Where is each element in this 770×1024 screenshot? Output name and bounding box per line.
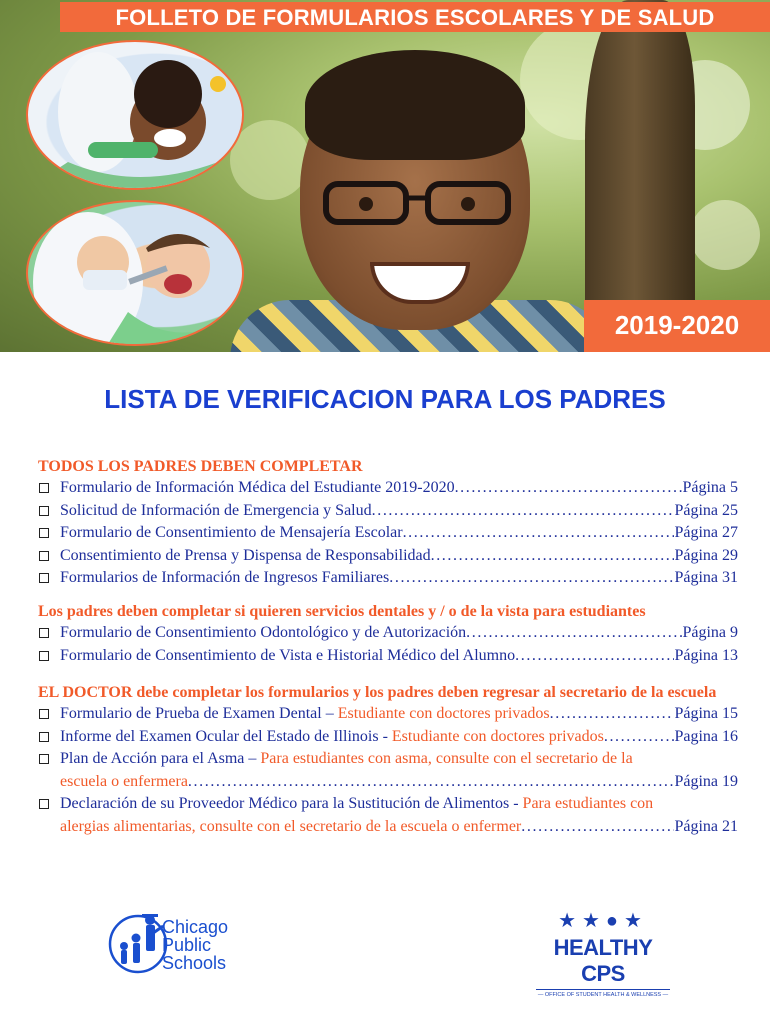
page-ref: Página 25 (674, 501, 738, 519)
checklist-item[interactable]: Plan de Acción para el Asma – Para estudiantes con asma, consulte con el secretario de la escuela o enfermera . . . Página 19 (38, 748, 738, 793)
page-ref: Página 13 (674, 646, 738, 664)
hero-photo (0, 0, 770, 352)
checklist-item[interactable]: Consentimiento de Prensa y Dispensa de Responsabilidad . . . Página 29 (38, 545, 738, 568)
checkbox[interactable] (39, 651, 49, 661)
section-heading: EL DOCTOR debe completar los formularios y los padres deben regresar al secretario de la escuela (38, 684, 717, 701)
stars-icon: ★★●★ (558, 910, 648, 932)
page-ref: Página 15 (674, 705, 738, 722)
page-ref: Página 9 (682, 624, 738, 641)
glasses (322, 178, 512, 228)
year-badge (584, 300, 770, 352)
checklist-item[interactable]: Formularios de Información de Ingresos Familiares . . . Página 31 (38, 567, 738, 590)
year-text: 2019-2020 (614, 310, 740, 340)
section-heading: TODOS LOS PADRES DEBEN COMPLETAR (38, 458, 363, 475)
page-ref: Página 29 (674, 546, 738, 564)
section-all-parents (38, 456, 738, 590)
healthy-cps-name: HEALTHY CPS (553, 935, 653, 986)
section-heading: Los padres deben completar si quieren servicios dentales y / o de la vista para estudiantes (38, 603, 646, 620)
dental-photo-girl (26, 40, 244, 190)
checklist-item[interactable]: Formulario de Información Médica del Estudiante 2019-2020 . . . Página 5 (38, 477, 738, 500)
checkbox[interactable] (39, 754, 49, 764)
section-doctor (38, 682, 738, 838)
checkbox[interactable] (39, 799, 49, 809)
checkbox[interactable] (39, 628, 49, 638)
checklist-item[interactable]: Solicitud de Información de Emergencia y Salud . . . Página 25 (38, 500, 738, 523)
checkbox[interactable] (39, 551, 49, 561)
boy-hair (305, 50, 525, 160)
checkbox[interactable] (39, 732, 49, 742)
page-title: LISTA DE VERIFICACION PARA LOS PADRES (104, 384, 666, 414)
checklist-item[interactable]: Formulario de Consentimiento Odontológico y de Autorización . . . Página 9 (38, 622, 738, 645)
page-ref: Página 31 (674, 569, 738, 586)
checklist-item[interactable]: Informe del Examen Ocular del Estado de Illinois - Estudiante con doctores privados . . . Pagina 16 (38, 726, 738, 749)
checklist-item[interactable]: Formulario de Consentimiento de Vista e Historial Médico del Alumno . . . Página 13 (38, 645, 738, 668)
cps-logo-text: Chicago Public Schools (162, 917, 229, 973)
checkbox[interactable] (39, 483, 49, 493)
healthy-cps-logo (536, 908, 670, 998)
dental-photo-boy (26, 200, 244, 346)
checkbox[interactable] (39, 573, 49, 583)
page-ref: Página 5 (682, 479, 738, 496)
banner-title: FOLLETO DE FORMULARIOS ESCOLARES Y DE SALUD (115, 5, 715, 30)
checklist-item[interactable]: Formulario de Consentimiento de Mensajería Escolar . . . Página 27 (38, 522, 738, 545)
checkbox[interactable] (39, 506, 49, 516)
checklist-item[interactable]: Formulario de Prueba de Examen Dental – Estudiante con doctores privados . . . Página 15 (38, 703, 738, 726)
page-ref: Página 27 (674, 524, 738, 541)
page-ref: Página 19 (674, 772, 738, 790)
checklist-item[interactable]: Declaración de su Proveedor Médico para la Sustitución de Alimentos - Para estudiantes con alergias alimentarias, consulte con el secretario de la escuela o enfermer . . . Página 21 (38, 793, 738, 838)
section-dental-vision (38, 601, 738, 667)
page-ref: Pagina 16 (674, 727, 738, 745)
checkbox[interactable] (39, 709, 49, 719)
healthy-cps-tagline: — OFFICE OF STUDENT HEALTH & WELLNESS — (536, 989, 670, 998)
title-banner (60, 2, 770, 32)
checkbox[interactable] (39, 528, 49, 538)
page-ref: Página 21 (674, 817, 738, 835)
